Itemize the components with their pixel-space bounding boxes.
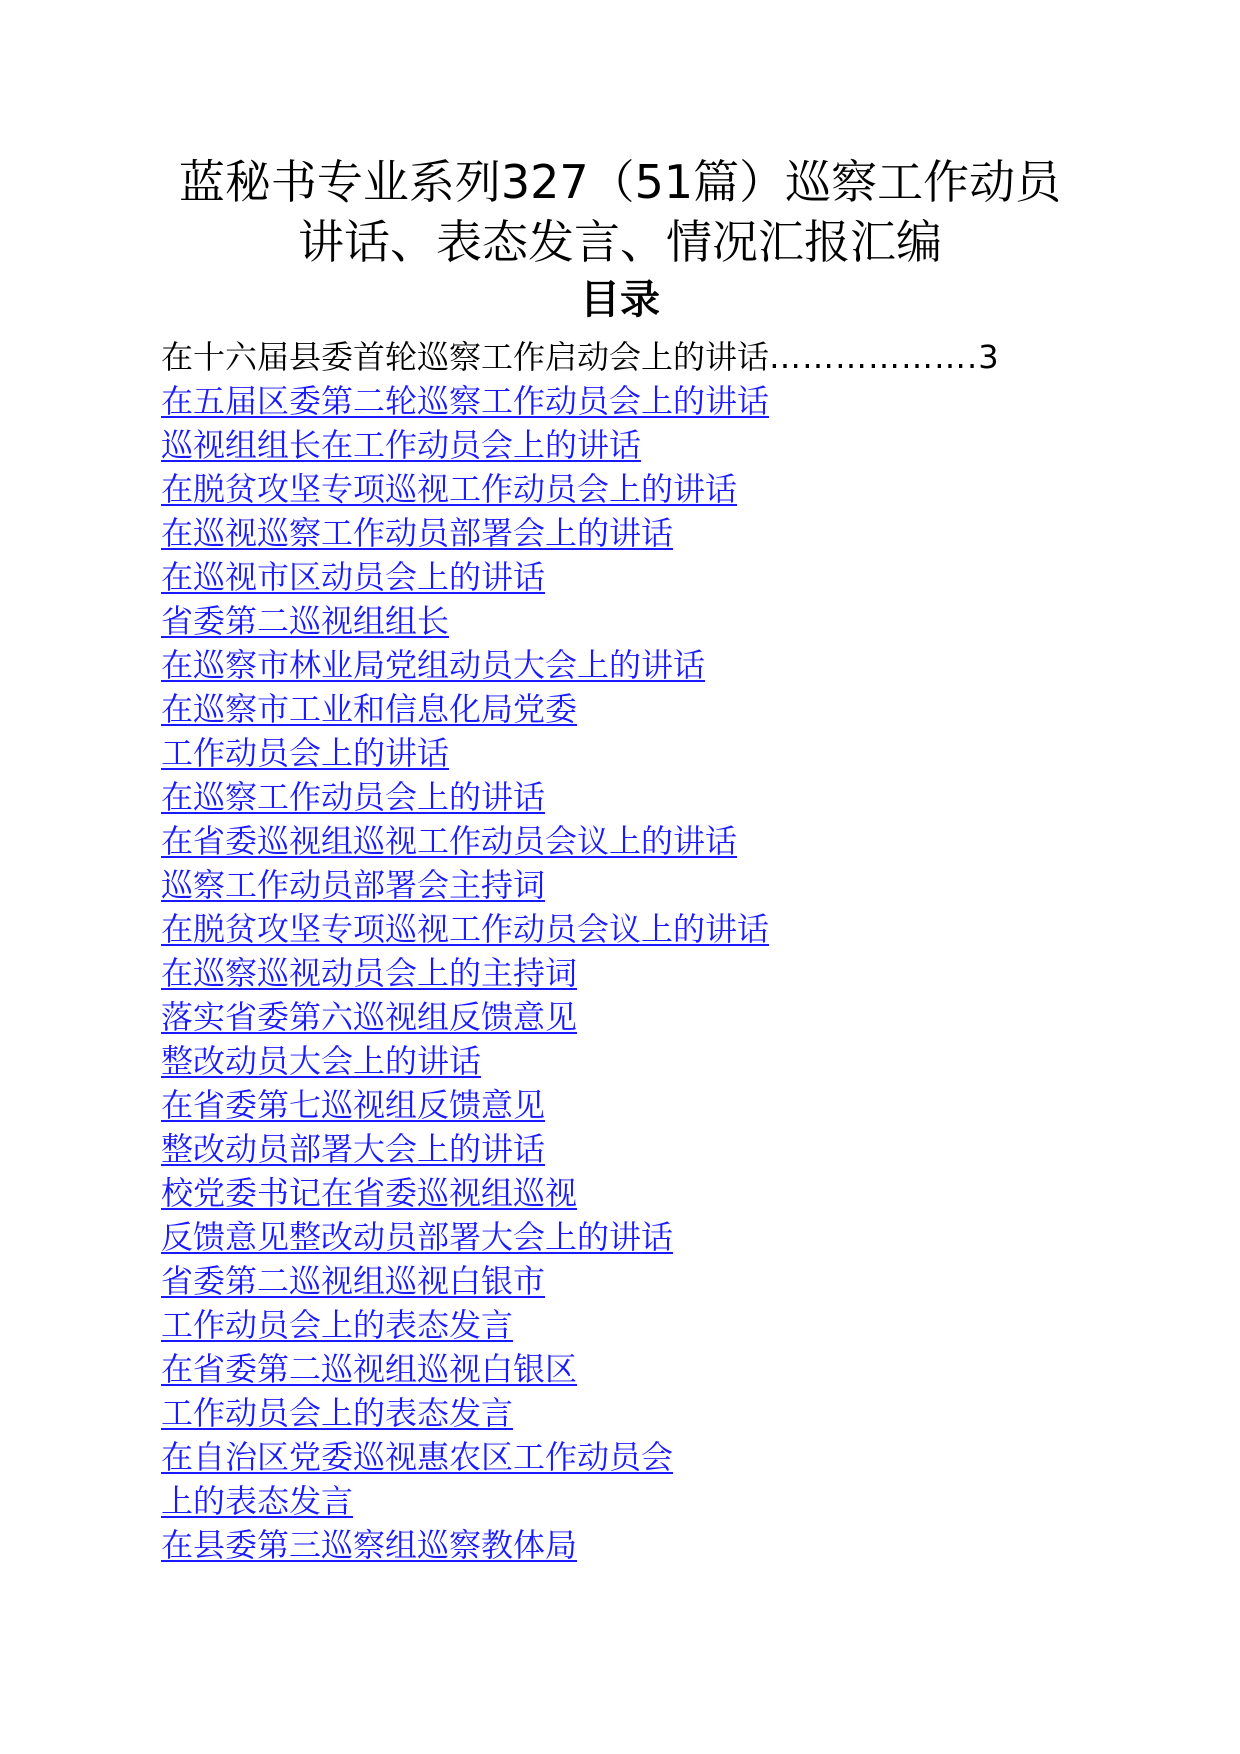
toc-link[interactable]: 在巡视市区动员会上的讲话 (161, 558, 546, 596)
toc-entry (161, 643, 1121, 687)
toc-entry (161, 819, 1121, 863)
toc-entry (161, 1523, 1121, 1567)
toc-page-number: 3 (978, 338, 999, 376)
toc-entry (161, 1127, 1121, 1171)
toc-link[interactable]: 在省委第七巡视组反馈意见 (161, 1086, 546, 1124)
toc-link[interactable]: 在巡察市工业和信息化局党委 (161, 690, 578, 728)
toc-entry (161, 1171, 1121, 1215)
toc-link[interactable]: 反馈意见整改动员部署大会上的讲话 (161, 1218, 674, 1256)
toc-entry (161, 1259, 1121, 1303)
toc-link[interactable]: 落实省委第六巡视组反馈意见 (161, 998, 578, 1036)
toc-link[interactable]: 工作动员会上的表态发言 (161, 1306, 514, 1344)
toc-entry (161, 423, 1121, 467)
toc-link[interactable]: 在脱贫攻坚专项巡视工作动员会议上的讲话 (161, 910, 770, 948)
toc-entry (161, 731, 1121, 775)
toc-link[interactable]: 省委第二巡视组组长 (161, 602, 450, 640)
toc-entry (161, 467, 1121, 511)
toc-entry (161, 1215, 1121, 1259)
toc-link[interactable]: 在自治区党委巡视惠农区工作动员会 (161, 1438, 674, 1476)
toc-entry (161, 995, 1121, 1039)
toc-link[interactable]: 在脱贫攻坚专项巡视工作动员会上的讲话 (161, 470, 738, 508)
toc-entry (161, 687, 1121, 731)
toc-link[interactable]: 在巡察巡视动员会上的主持词 (161, 954, 578, 992)
toc-link[interactable]: 上的表态发言 (161, 1482, 354, 1520)
toc-entry (161, 379, 1121, 423)
toc-entry (161, 1347, 1121, 1391)
toc-entry (161, 1435, 1121, 1479)
toc-entry (161, 1303, 1121, 1347)
toc-entry (161, 1083, 1121, 1127)
toc-link[interactable]: 在省委巡视组巡视工作动员会议上的讲话 (161, 822, 738, 860)
toc-entry (161, 1039, 1121, 1083)
toc-link[interactable]: 在五届区委第二轮巡察工作动员会上的讲话 (161, 382, 770, 420)
toc-entry (161, 863, 1121, 907)
toc-link[interactable]: 在巡察工作动员会上的讲话 (161, 778, 546, 816)
toc-entry (161, 599, 1121, 643)
toc-entry (161, 775, 1121, 819)
toc-entry (161, 1479, 1121, 1523)
toc-link[interactable]: 工作动员会上的讲话 (161, 734, 450, 772)
toc-link[interactable]: 整改动员大会上的讲话 (161, 1042, 482, 1080)
document-title-line-1: 蓝秘书专业系列327（51篇）巡察工作动员 (178, 155, 1062, 209)
toc-link[interactable]: 在县委第三巡察组巡察教体局 (161, 1526, 578, 1564)
toc-link[interactable]: 在巡察市林业局党组动员大会上的讲话 (161, 646, 706, 684)
toc-link[interactable]: 省委第二巡视组巡视白银市 (161, 1262, 546, 1300)
toc-entry-first (161, 335, 1121, 379)
toc-entry (161, 951, 1121, 995)
toc-entry (161, 1391, 1121, 1435)
toc-entry (161, 511, 1121, 555)
toc-dot-leader: ………………. (769, 338, 979, 376)
toc-link[interactable]: 巡察工作动员部署会主持词 (161, 866, 546, 904)
toc-link[interactable]: 整改动员部署大会上的讲话 (161, 1130, 546, 1168)
toc-heading: 目录 (580, 277, 660, 323)
toc-entry-text: 在十六届县委首轮巡察工作启动会上的讲话 (161, 338, 770, 376)
toc-entry (161, 555, 1121, 599)
table-of-contents (161, 335, 1121, 1567)
toc-link[interactable]: 工作动员会上的表态发言 (161, 1394, 514, 1432)
document-title-line-2: 讲话、表态发言、情况汇报汇编 (298, 215, 942, 269)
toc-entry (161, 907, 1121, 951)
toc-link[interactable]: 校党委书记在省委巡视组巡视 (161, 1174, 578, 1212)
toc-link[interactable]: 在省委第二巡视组巡视白银区 (161, 1350, 578, 1388)
toc-link[interactable]: 在巡视巡察工作动员部署会上的讲话 (161, 514, 674, 552)
toc-link[interactable]: 巡视组组长在工作动员会上的讲话 (161, 426, 642, 464)
